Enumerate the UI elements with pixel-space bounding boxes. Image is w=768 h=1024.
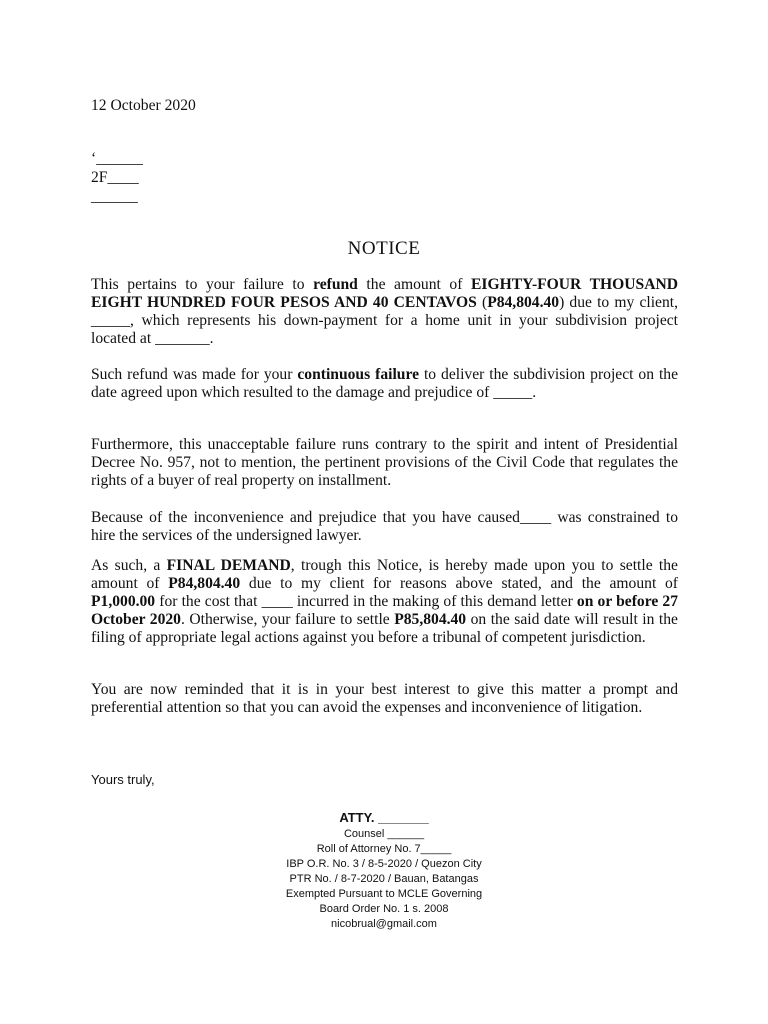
text-run: due to my client for reasons above stated, and the amount of (240, 575, 678, 592)
paragraph-continuous-failure (91, 366, 678, 402)
bold-amount-figure: P84,804.40 (487, 294, 560, 311)
text-run: ( (476, 294, 488, 311)
text-run: for the cost that ____ incurred in the making of this demand letter (155, 593, 577, 610)
signature-line-roll: Roll of Attorney No. 7_____ (316, 843, 452, 855)
bold-continuous-failure: continuous failure (297, 366, 420, 383)
text-run: Such refund was made for your (91, 366, 298, 383)
paragraph-reminder: You are now reminded that it is in your best interest to give this matter a prompt and preferential attention so that you can avoid the expenses and inconvenience of litigation. (91, 681, 678, 716)
attorney-name: ATTY. _______ (339, 810, 429, 825)
text-run: . Otherwise, your failure to settle (180, 611, 395, 628)
letter-date: 12 October 2020 (91, 97, 196, 114)
bold-final-demand: FINAL DEMAND (166, 557, 291, 574)
signature-line-counsel: Counsel ______ (343, 828, 425, 840)
bold-amount-3: P85,804.40 (394, 611, 467, 628)
bold-amount-1: P84,804.40 (168, 575, 241, 592)
paragraph-refund (91, 276, 678, 348)
notice-title: NOTICE (347, 238, 421, 259)
text-run: to deliver the subdivision project on the date agreed upon which resulted to the damage and prejudice of _____. (91, 366, 678, 401)
signature-line-email: nicobrual@gmail.com (331, 918, 437, 930)
text-run: This pertains to your failure to (91, 276, 314, 293)
text-run: As such, a (91, 557, 167, 574)
text-run: on the said date will result in the filing of appropriate legal actions against you before a tribunal of competent jurisdiction. (91, 611, 678, 646)
paragraph-inconvenience: Because of the inconvenience and prejudice that you have caused____ was constrained to hire the services of the undersigned lawyer. (91, 509, 678, 544)
bold-amount-2: P1,000.00 (91, 593, 156, 610)
text-run: the amount of (357, 276, 471, 293)
address-line-2: 2F____ (91, 169, 139, 186)
paragraph-final-demand (91, 557, 678, 647)
signature-line-ibp: IBP O.R. No. 3 / 8-5-2020 / Quezon City (286, 858, 482, 870)
text-run: ) due to my client, _____, which represents his down-payment for a home unit in your subdivision project located at _______. (91, 294, 678, 347)
paragraph-furthermore: Furthermore, this unacceptable failure runs contrary to the spirit and intent of Presidential Decree No. 957, not to mention, the pertinent provisions of the Civil Code that regulates the rights of a buyer of real property on installment. (91, 436, 678, 489)
bold-deadline: on or before 27 October 2020 (91, 593, 678, 628)
text-run: , trough this Notice, is hereby made upon you to settle the amount of (91, 557, 678, 592)
signature-block (200, 810, 568, 932)
signature-line-ptr: PTR No. / 8-7-2020 / Bauan, Batangas (289, 873, 479, 885)
address-line-3: ______ (91, 188, 138, 205)
bold-amount-words: EIGHTY-FOUR THOUSAND EIGHT HUNDRED FOUR PESOS AND 40 CENTAVOS (91, 276, 678, 311)
bold-refund: refund (313, 276, 358, 293)
signature-line-mcle: Exempted Pursuant to MCLE Governing (285, 888, 483, 900)
closing-salutation: Yours truly, (91, 772, 155, 787)
address-line-1: ‘______ (91, 150, 143, 167)
signature-line-board-order: Board Order No. 1 s. 2008 (319, 903, 449, 915)
